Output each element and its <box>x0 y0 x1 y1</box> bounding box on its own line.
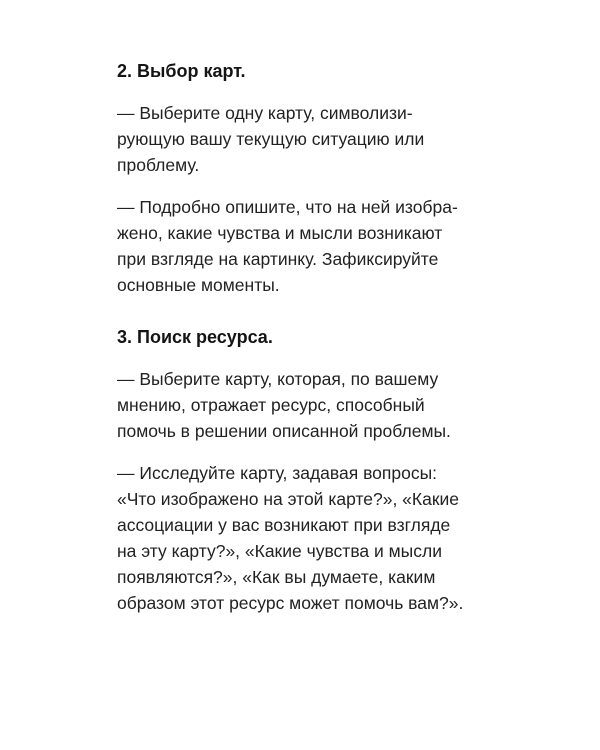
section-heading: 3. Поиск ресурса. <box>117 327 273 347</box>
paragraph: — Исследуйте карту, задавая вопросы: «Что изображено на этой карте?», «Какие ассоциации у вас возникают при взгляде на эту карту?», «Какие чувства и мысли появляются?», «Как вы думаете, каким образом этот ресурс может помочь вам?». <box>117 463 464 613</box>
section-resource-search <box>117 324 560 616</box>
section-heading: 2. Выбор карт. <box>117 61 246 81</box>
section-card-selection <box>117 58 560 298</box>
paragraph: — Выберите карту, которая, по вашему мнению, отражает ресурс, способный помочь в решении описанной проблемы. <box>117 369 451 441</box>
paragraph: — Подробно опишите, что на ней изобра- жено, какие чувства и мысли возникают при взгляде на картинку. Зафиксируйте основные моменты. <box>117 197 458 295</box>
paragraph: — Выберите одну карту, символизи- рующую вашу текущую ситуацию или проблему. <box>117 103 425 175</box>
